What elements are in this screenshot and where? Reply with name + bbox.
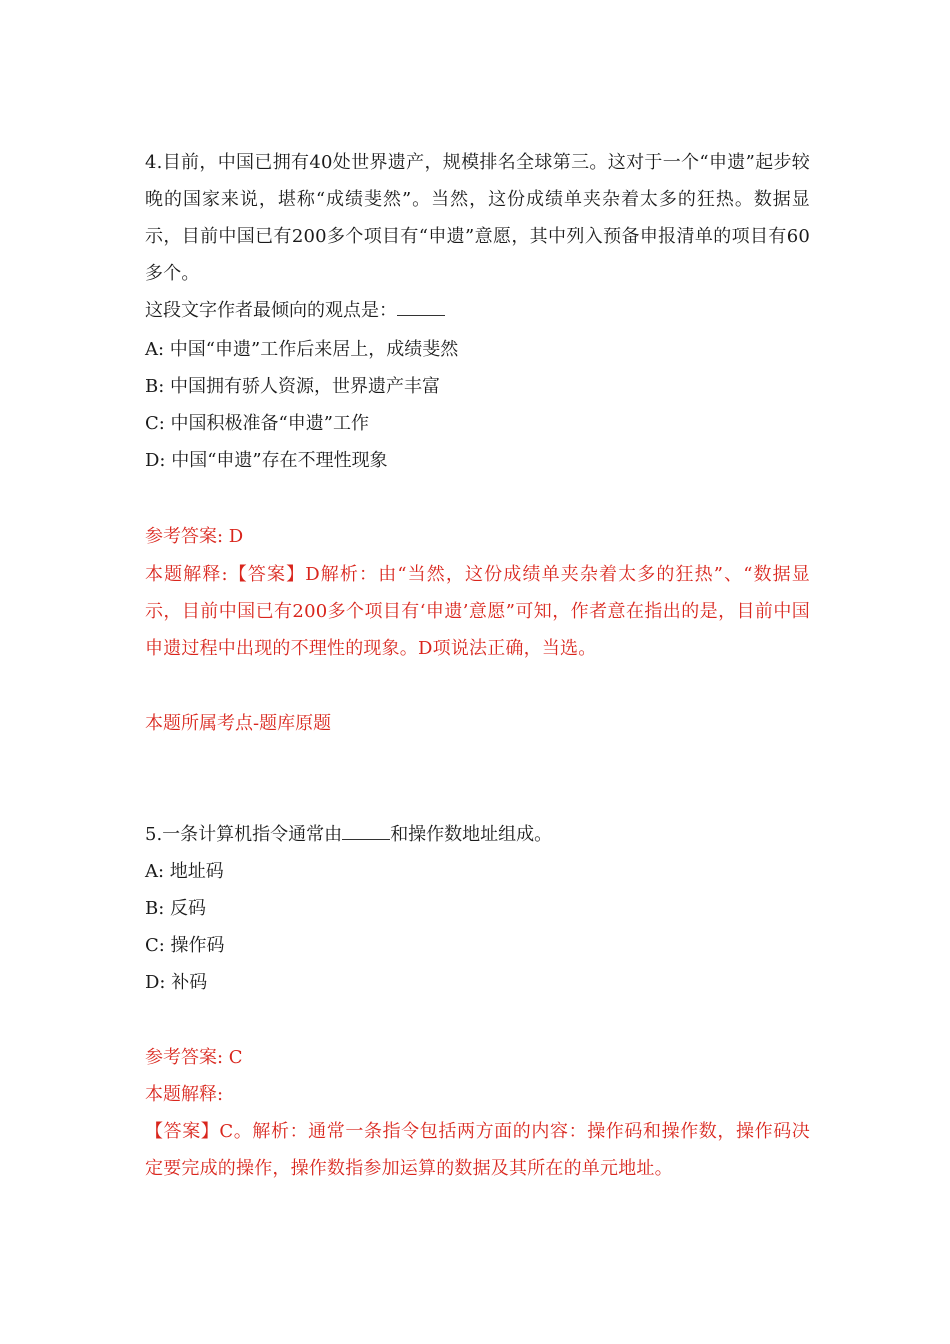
explanation-text: 【答案】C。解析：通常一条指令包括两方面的内容：操作码和操作数，操作码决定要完成的操作，操作数指参加运算的数据及其所在的单元地址。	[145, 1121, 810, 1179]
knowledge-point-text: 本题所属考点-题库原题	[145, 713, 332, 734]
answer-blank	[397, 299, 445, 316]
option-a: A: 地址码	[145, 861, 224, 882]
option-b: B: 反码	[145, 898, 207, 919]
option-c: C: 中国积极准备“申遗”工作	[145, 413, 369, 434]
question-4-prompt-text: 这段文字作者最倾向的观点是：	[145, 300, 397, 321]
answer-text: 参考答案: D	[145, 526, 244, 547]
question-5-stem	[145, 816, 810, 853]
question-4-stem-text: 4.目前，中国已拥有40处世界遗产，规模排名全球第三。这对于一个“申遗”起步较晚的国家来说，堪称“成绩斐然”。当然，这份成绩单夹杂着太多的狂热。数据显示，目前中国已有200多个项目有“申遗”意愿，其中列入预备申报清单的项目有60多个。	[145, 152, 810, 284]
explanation-text: 本题解释:【答案】D解析：由“当然，这份成绩单夹杂着太多的狂热”、“数据显示，目前中国已有200多个项目有‘申遗’意愿”可知，作者意在指出的是，目前中国申遗过程中出现的不理性的现象。D项说法正确，当选。	[145, 564, 810, 659]
option-d: D: 补码	[145, 972, 208, 993]
question-5-stem-prefix: 5.一条计算机指令通常由	[145, 824, 343, 845]
answer-text: 参考答案: C	[145, 1047, 243, 1068]
option-b: B: 中国拥有骄人资源，世界遗产丰富	[145, 376, 441, 397]
option-a: A: 中国“申遗”工作后来居上，成绩斐然	[145, 339, 459, 360]
question-4-knowledge-point	[145, 705, 810, 742]
question-5-stem-suffix: 和操作数地址组成。	[390, 824, 553, 845]
question-4-stem	[145, 144, 810, 292]
question-5-options	[145, 853, 810, 1001]
question-5-answer	[145, 1039, 810, 1187]
option-c: C: 操作码	[145, 935, 225, 956]
answer-blank	[342, 823, 390, 840]
question-4-answer	[145, 518, 810, 555]
option-d: D: 中国“申遗”存在不理性现象	[145, 450, 388, 471]
explanation-label: 本题解释:	[145, 1084, 224, 1105]
question-4-prompt	[145, 292, 810, 329]
question-4-options	[145, 331, 810, 479]
question-4-explanation	[145, 556, 810, 667]
